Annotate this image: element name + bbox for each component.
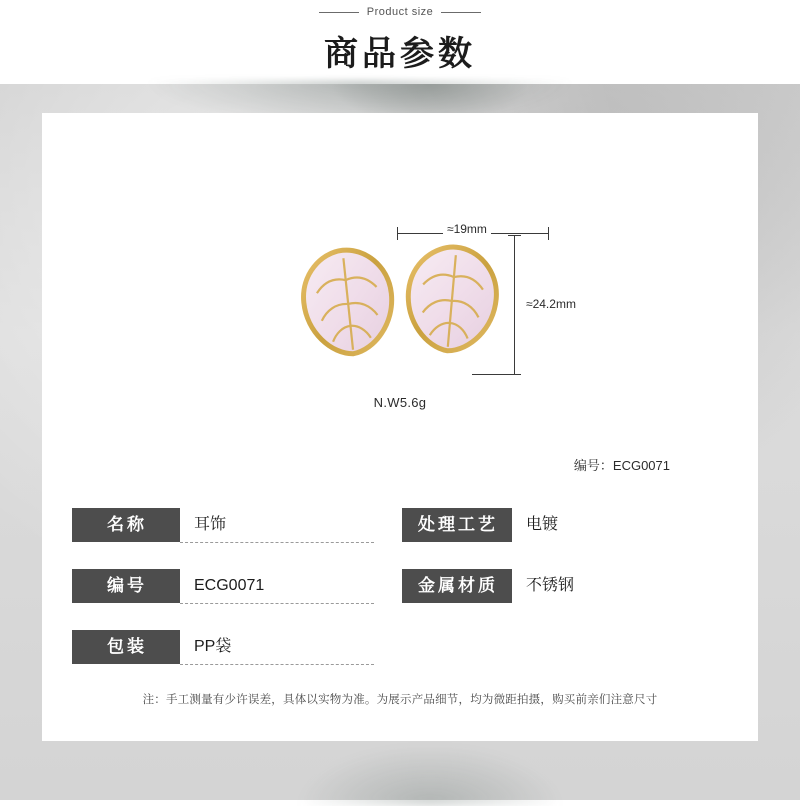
page-title: 商品参数 (324, 35, 476, 73)
backdrop-shadow-bottom (300, 746, 560, 806)
spec-key-code: 编号 (72, 569, 180, 603)
spec-cell-empty (402, 630, 732, 665)
height-cap-bottom (508, 374, 521, 375)
spec-cell-code (72, 569, 402, 604)
spec-value-process: 电镀 (526, 516, 559, 533)
leaf-earring-icon (399, 239, 504, 359)
table-row (72, 508, 732, 543)
rule-left-icon (319, 12, 359, 13)
spec-table (72, 508, 732, 691)
spec-value-packaging: PP袋 (180, 630, 374, 665)
eyebrow-text: Product size (366, 6, 434, 18)
product-illustration (42, 113, 758, 443)
spec-value-name: 耳饰 (180, 508, 374, 543)
spec-cell-packaging (72, 630, 402, 665)
spec-key-process: 处理工艺 (402, 508, 512, 542)
leaf-earring-icon (294, 241, 401, 362)
width-dimension (397, 222, 549, 239)
spec-key-name: 名称 (72, 508, 180, 542)
spec-card (42, 113, 758, 741)
spec-cell-process (402, 508, 732, 543)
footnote: 注：手工测量有少许误差，具体以实物为准。为展示产品细节，均为微距拍摄，购买前亲们注意尺寸 (142, 694, 658, 706)
spec-cell-material (402, 569, 732, 604)
page-header (0, 0, 800, 84)
eyebrow-label (0, 6, 800, 18)
net-weight-label: N.W5.6g (373, 395, 427, 410)
spec-key-packaging: 包装 (72, 630, 180, 664)
table-row (72, 569, 732, 604)
width-cap-right (548, 227, 549, 240)
spec-value-code: ECG0071 (180, 569, 374, 604)
width-label: ≈19mm (443, 223, 491, 236)
height-label: ≈24.2mm (526, 297, 576, 311)
rule-right-icon (441, 12, 481, 13)
spec-value-material: 不锈钢 (526, 577, 575, 594)
height-cap-top (508, 235, 521, 236)
height-dimension (508, 235, 576, 375)
width-cap-left (397, 227, 398, 240)
spec-key-material: 金属材质 (402, 569, 512, 603)
spec-cell-name (72, 508, 402, 543)
sku-label: 编号：ECG0071 (573, 458, 670, 473)
table-row (72, 630, 732, 665)
height-line (514, 235, 515, 375)
